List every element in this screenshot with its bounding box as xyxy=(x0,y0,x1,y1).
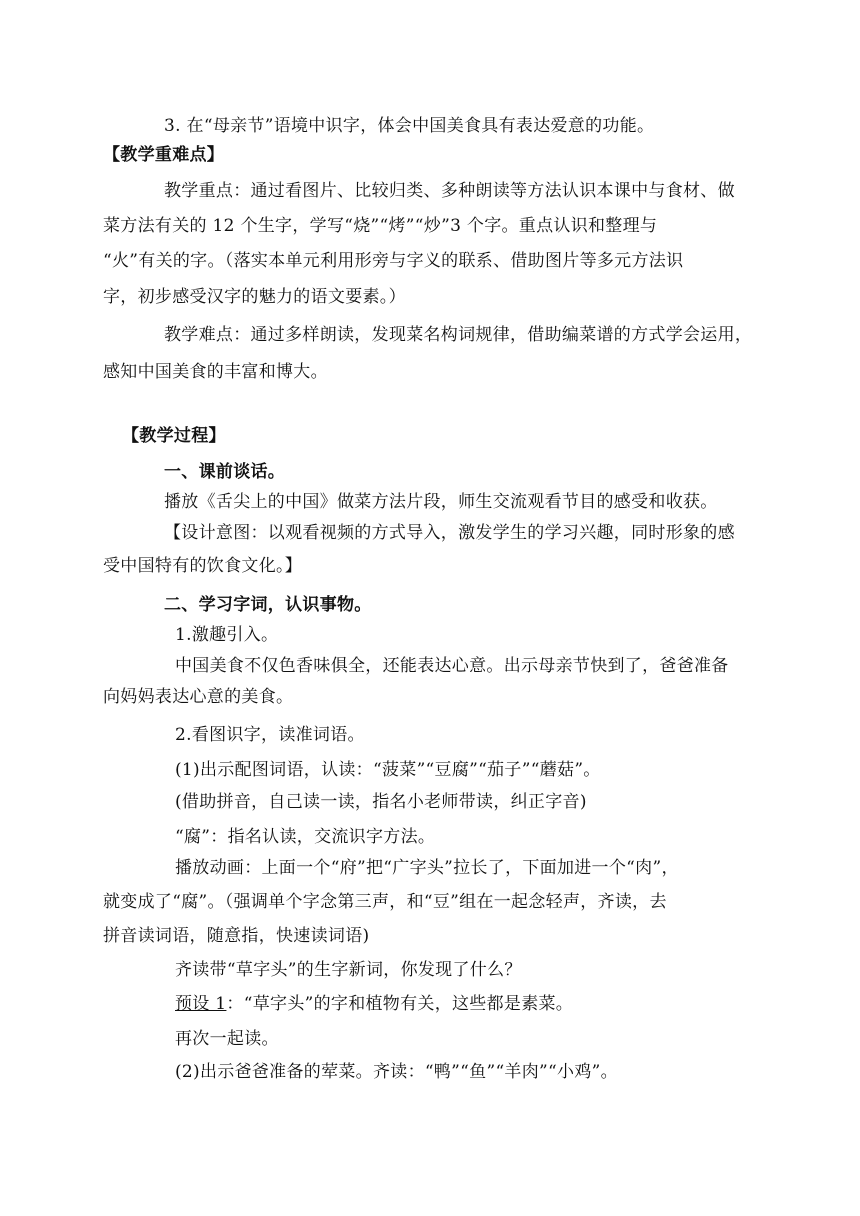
key-point-line-4: 字，初步感受汉字的魅力的语文要素。） xyxy=(103,287,406,307)
key-point-line-2: 菜方法有关的 12 个生字，学写“烧”“烤”“炒”3 个字。重点认识和整理与 xyxy=(103,216,658,236)
step-1-line-2: 向妈妈表达心意的美食。 xyxy=(103,687,294,707)
step-1-line-1: 中国美食不仅色香味俱全，还能表达心意。出示母亲节快到了，爸爸准备 xyxy=(175,656,729,676)
fu-character-text: “腐”：指名认读，交流识字方法。 xyxy=(175,827,436,847)
step-2-note: (借助拼音，自己读一读，指名小老师带读，纠正字音) xyxy=(175,792,587,812)
preset-text: ：“草字头”的字和植物有关，这些都是素菜。 xyxy=(226,994,574,1014)
grass-radical-question: 齐读带“草字头”的生字新词，你发现了什么？ xyxy=(175,960,522,980)
section-2-title: 二、学习字词，认识事物。 xyxy=(164,595,372,615)
animation-line-2: 就变成了“腐”。（强调单个字念第三声，和“豆”组在一起念轻声，齐读，去 xyxy=(103,892,667,912)
read-again-text: 再次一起读。 xyxy=(175,1029,279,1049)
step-1-title: 1.激趣引入。 xyxy=(175,625,279,645)
preset-label: 预设 1 xyxy=(175,994,227,1014)
key-point-line-1: 教学重点：通过看图片、比较归类、多种朗读等方法认识本课中与食材、做 xyxy=(164,181,735,201)
key-point-line-3: “火”有关的字。（落实本单元利用形旁与字义的联系、借助图片等多元方法识 xyxy=(103,251,684,271)
step-2-item-1: (1)出示配图词语，认读：“菠菜”“豆腐”“茄子”“蘑菇”。 xyxy=(175,760,601,780)
section-1-title: 一、课前谈话。 xyxy=(164,462,286,482)
section-1-text: 播放《舌尖上的中国》做菜方法片段，师生交流观看节目的感受和收获。 xyxy=(164,492,718,512)
step-2-title: 2.看图识字，读准词语。 xyxy=(175,725,365,745)
step-2-item-2: (2)出示爸爸准备的荤菜。齐读：“鸭”“鱼”“羊肉”“小鸡”。 xyxy=(175,1062,618,1082)
design-intent-line-2: 受中国特有的饮食文化。】 xyxy=(103,556,303,576)
objective-3: 3. 在“母亲节”语境中识字，体会中国美食具有表达爱意的功能。 xyxy=(164,116,655,136)
heading-process: 【教学过程】 xyxy=(122,426,226,446)
animation-line-3: 拼音读词语，随意指，快速读词语) xyxy=(103,926,370,946)
design-intent-line-1: 【设计意图：以观看视频的方式导入，激发学生的学习兴趣，同时形象的感 xyxy=(164,523,735,543)
preset-1-line xyxy=(175,993,573,1015)
animation-line-1: 播放动画：上面一个“府”把“广字头”拉长了，下面加进一个“肉”， xyxy=(175,858,679,878)
heading-key-points: 【教学重难点】 xyxy=(103,145,225,165)
difficulty-line-2: 感知中国美食的丰富和博大。 xyxy=(103,362,328,382)
difficulty-line-1: 教学难点：通过多样朗读，发现菜名构词规律，借助编菜谱的方式学会运用， xyxy=(164,325,753,345)
